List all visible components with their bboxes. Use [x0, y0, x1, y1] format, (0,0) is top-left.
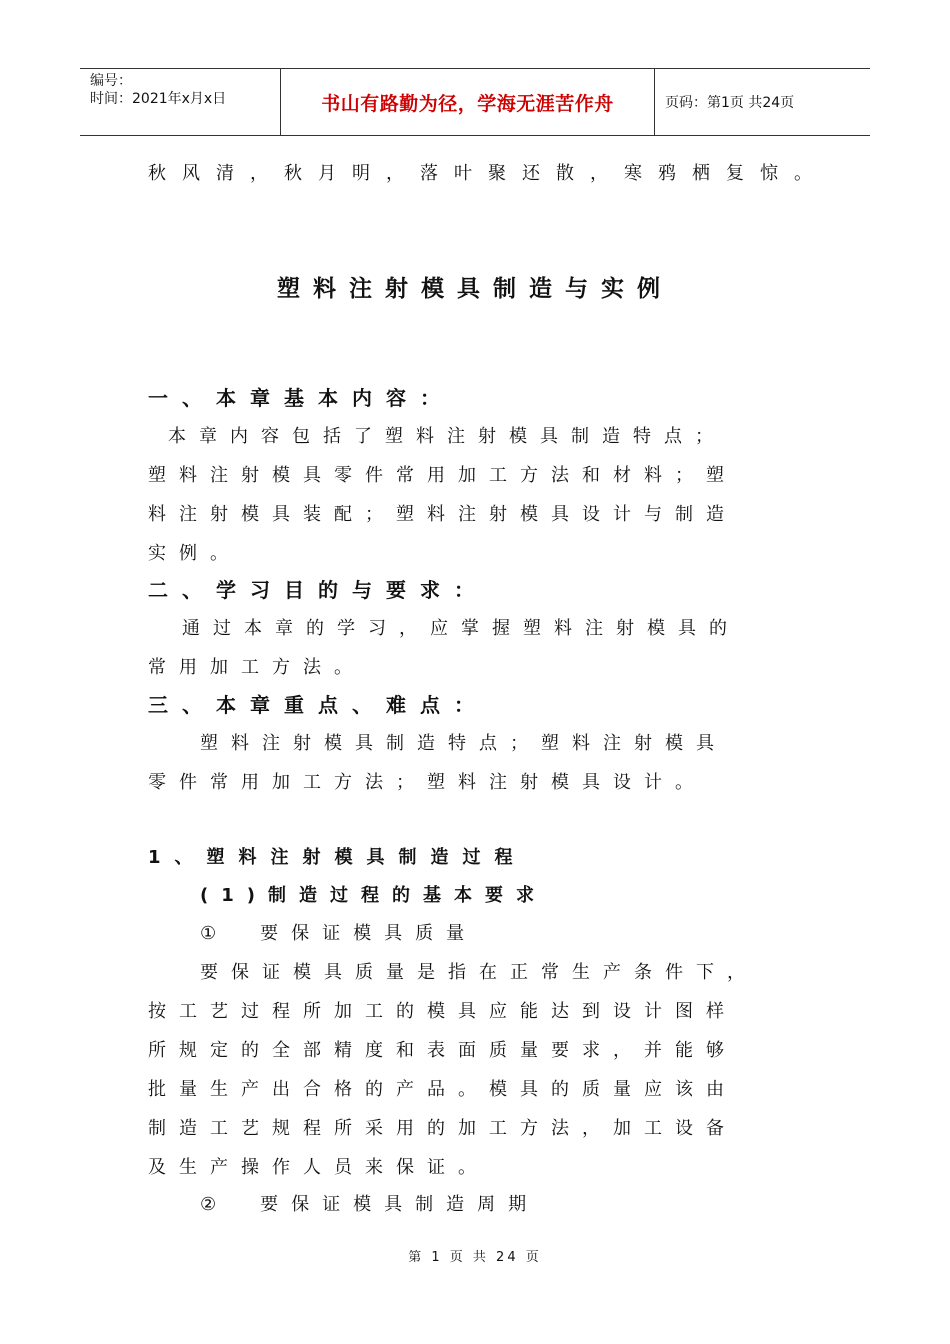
section-1-line: 塑料注射模具零件常用加工方法和材料；塑 [148, 465, 737, 486]
part-1-para-line: 要保证模具质量是指在正常生产条件下， [200, 962, 758, 983]
part-1-para-line: 按工艺过程所加工的模具应能达到设计图样 [148, 1001, 737, 1022]
part-1-item-1: ① 要保证模具质量 [200, 923, 478, 944]
part-1-subheading: (1)制造过程的基本要求 [200, 885, 547, 906]
part-1-para-line: 批量生产出合格的产品。模具的质量应该由 [148, 1079, 737, 1100]
section-1-line: 料注射模具装配；塑料注射模具设计与制造 [148, 504, 737, 525]
section-1-line: 本章内容包括了塑料注射模具制造特点； [168, 426, 726, 447]
part-1-heading: 1、塑料注射模具制造过程 [148, 847, 527, 868]
page-info: 页码：第1页 共24页 [665, 95, 795, 111]
section-2-line: 常用加工方法。 [148, 657, 365, 678]
header-motto: 书山有路勤为径，学海无涯苦作舟 [321, 92, 614, 115]
section-3-line: 零件常用加工方法；塑料注射模具设计。 [148, 772, 706, 793]
section-3-heading: 三、本章重点、难点： [148, 693, 488, 717]
part-1-para-line: 及生产操作人员来保证。 [148, 1157, 489, 1178]
header-page-info [655, 69, 870, 135]
header-meta [80, 69, 281, 135]
time-label: 时间：2021年x月x日 [90, 91, 227, 107]
section-3-line: 塑料注射模具制造特点；塑料注射模具 [200, 733, 727, 754]
page-footer: 第 1 页 共 24 页 [408, 1250, 542, 1265]
poem-line: 秋风清，秋月明，落叶聚还散，寒鸦栖复惊。 [148, 163, 828, 184]
part-1-para-line: 制造工艺规程所采用的加工方法，加工设备 [148, 1118, 737, 1139]
page-header [80, 68, 870, 136]
number-label: 编号： [90, 73, 132, 89]
section-1-line: 实例。 [148, 543, 241, 564]
section-2-line: 通过本章的学习，应掌握塑料注射模具的 [182, 618, 740, 639]
part-1-para-line: 所规定的全部精度和表面质量要求，并能够 [148, 1040, 737, 1061]
section-2-heading: 二、学习目的与要求： [148, 578, 488, 602]
section-1-heading: 一、本章基本内容： [148, 386, 454, 410]
part-1-item-2: ② 要保证模具制造周期 [200, 1194, 540, 1215]
header-motto-cell [281, 69, 655, 135]
document-title: 塑料注射模具制造与实例 [277, 276, 673, 302]
